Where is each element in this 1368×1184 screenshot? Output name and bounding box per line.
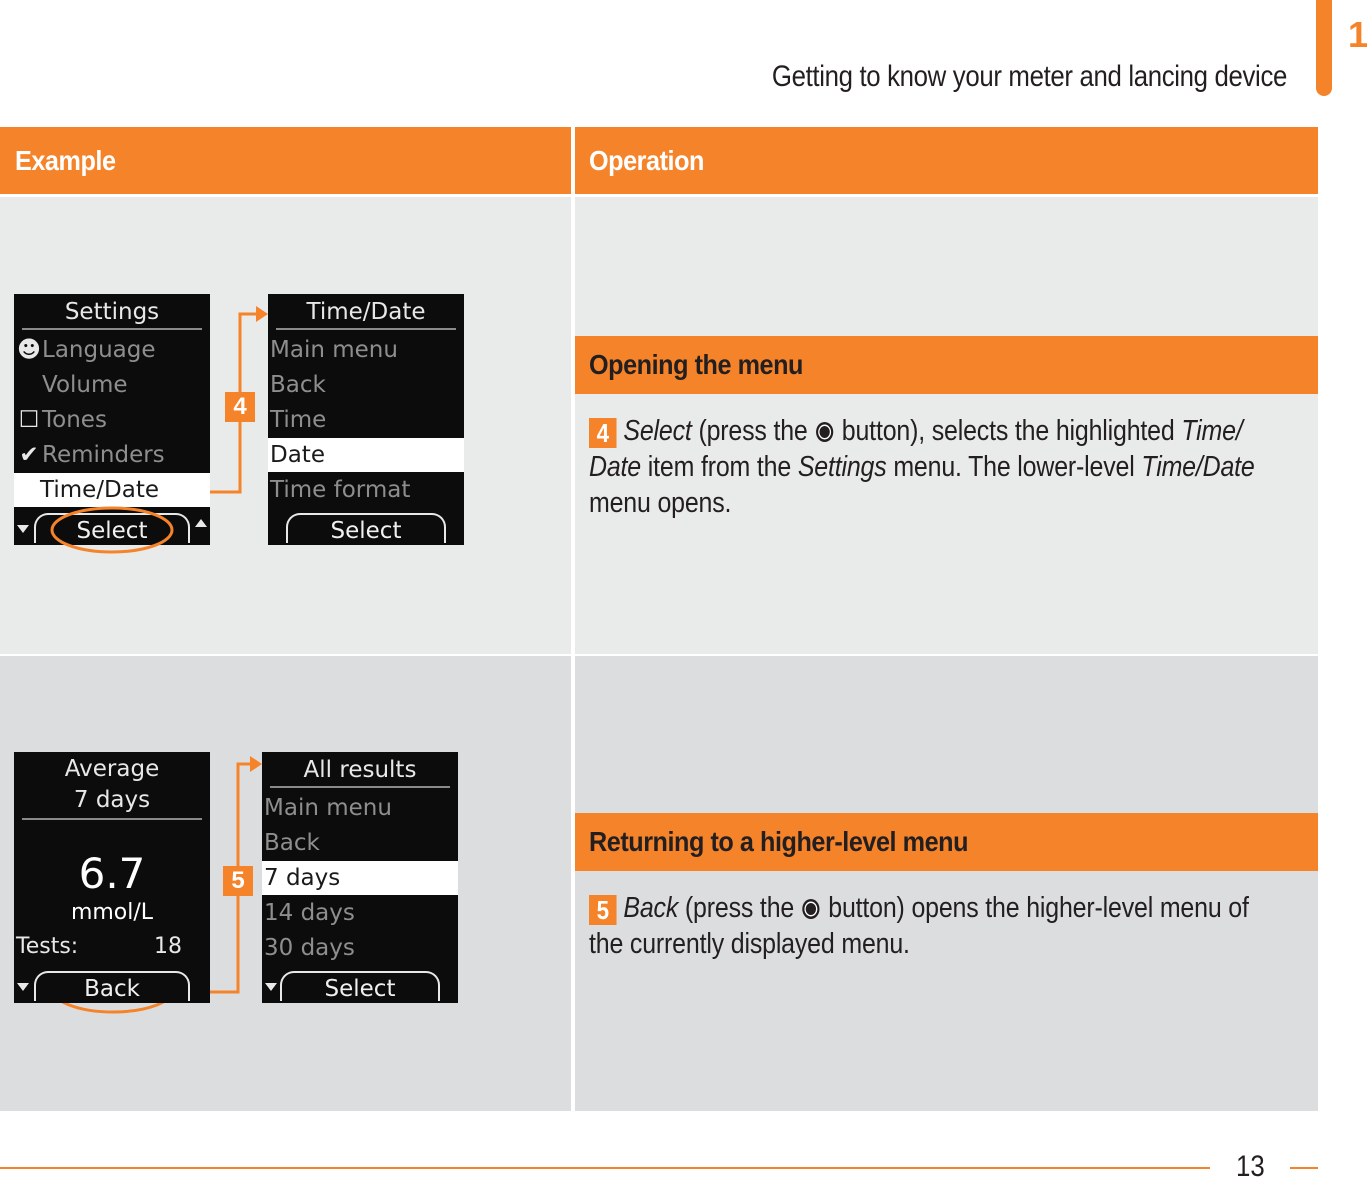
footer-rule-right bbox=[1290, 1167, 1318, 1169]
step-badge: 4 bbox=[589, 418, 617, 448]
menu-item-language: ☻Language bbox=[14, 333, 210, 367]
screen-divider bbox=[22, 818, 202, 820]
menu-item-main-menu: Main menu bbox=[270, 337, 398, 363]
language-icon: ☻ bbox=[17, 337, 41, 363]
section-heading: Opening the menu bbox=[575, 336, 1318, 394]
section-heading: Returning to a higher-level menu bbox=[575, 813, 1318, 871]
center-button-icon bbox=[816, 422, 833, 442]
average-screen bbox=[14, 752, 210, 1003]
menu-item-14-days: 14 days bbox=[264, 900, 355, 926]
menu-item-7-days: 7 days bbox=[262, 861, 458, 895]
instruction-text: 5 Back (press the button) opens the higher-level menu of the currently displayed menu. bbox=[589, 892, 1249, 960]
average-value: 6.7 bbox=[78, 849, 146, 898]
all-results-screen bbox=[262, 752, 458, 1003]
screen-divider bbox=[270, 786, 450, 788]
footer-rule-left bbox=[0, 1167, 1210, 1169]
softkey-back: Back bbox=[34, 971, 190, 1001]
menu-item-back: Back bbox=[270, 372, 326, 398]
tests-count: 18 bbox=[154, 934, 182, 959]
arrow-head-icon bbox=[256, 306, 268, 322]
softkey-select: Select bbox=[286, 513, 446, 543]
page-number: 13 bbox=[1236, 1150, 1265, 1183]
menu-item-volume: Volume bbox=[42, 372, 128, 398]
checkmark-icon: ✔ bbox=[19, 442, 39, 468]
menu-item-30-days: 30 days bbox=[264, 935, 355, 961]
checkbox-empty-icon: ☐ bbox=[18, 407, 40, 433]
menu-item-back: Back bbox=[264, 830, 320, 856]
scroll-down-icon bbox=[17, 983, 29, 991]
step-badge: 5 bbox=[589, 895, 617, 925]
running-header: Getting to know your meter and lancing device bbox=[771, 60, 1287, 93]
menu-item-reminders: ✔ Reminders bbox=[14, 438, 210, 472]
menu-item-time-format: Time format bbox=[270, 477, 411, 503]
screen-title: All results bbox=[303, 757, 417, 783]
menu-item-date: Date bbox=[268, 438, 464, 472]
step-badge: 5 bbox=[223, 866, 253, 896]
column-header-operation: Operation bbox=[575, 127, 1318, 194]
instruction-text: 4 Select (press the button), selects the highlighted Time/ Date item from the Settings menu. The lower-level Time/Date menu opens. bbox=[589, 415, 1255, 519]
tests-label: Tests: bbox=[16, 934, 79, 959]
chapter-number: 1 bbox=[1348, 14, 1368, 55]
menu-item-time: Time bbox=[270, 407, 327, 433]
menu-item-main-menu: Main menu bbox=[264, 795, 392, 821]
column-header-example: Example bbox=[0, 127, 571, 194]
menu-item-time-date: Time/Date bbox=[14, 473, 210, 507]
softkey-select: Select bbox=[34, 513, 190, 543]
menu-item-tones: ☐ Tones bbox=[14, 403, 210, 437]
screen-title: Average 7 days bbox=[64, 756, 160, 813]
arrow-head-icon bbox=[250, 756, 262, 772]
screen-title: Settings bbox=[64, 299, 160, 325]
screen-title: Time/Date bbox=[306, 299, 426, 325]
scroll-down-icon bbox=[265, 983, 277, 991]
softkey-select: Select bbox=[280, 971, 440, 1001]
unit-label: mmol/L bbox=[70, 900, 154, 925]
center-button-icon bbox=[803, 899, 820, 919]
highlight-ellipse bbox=[52, 508, 172, 552]
step-badge: 4 bbox=[225, 392, 255, 422]
